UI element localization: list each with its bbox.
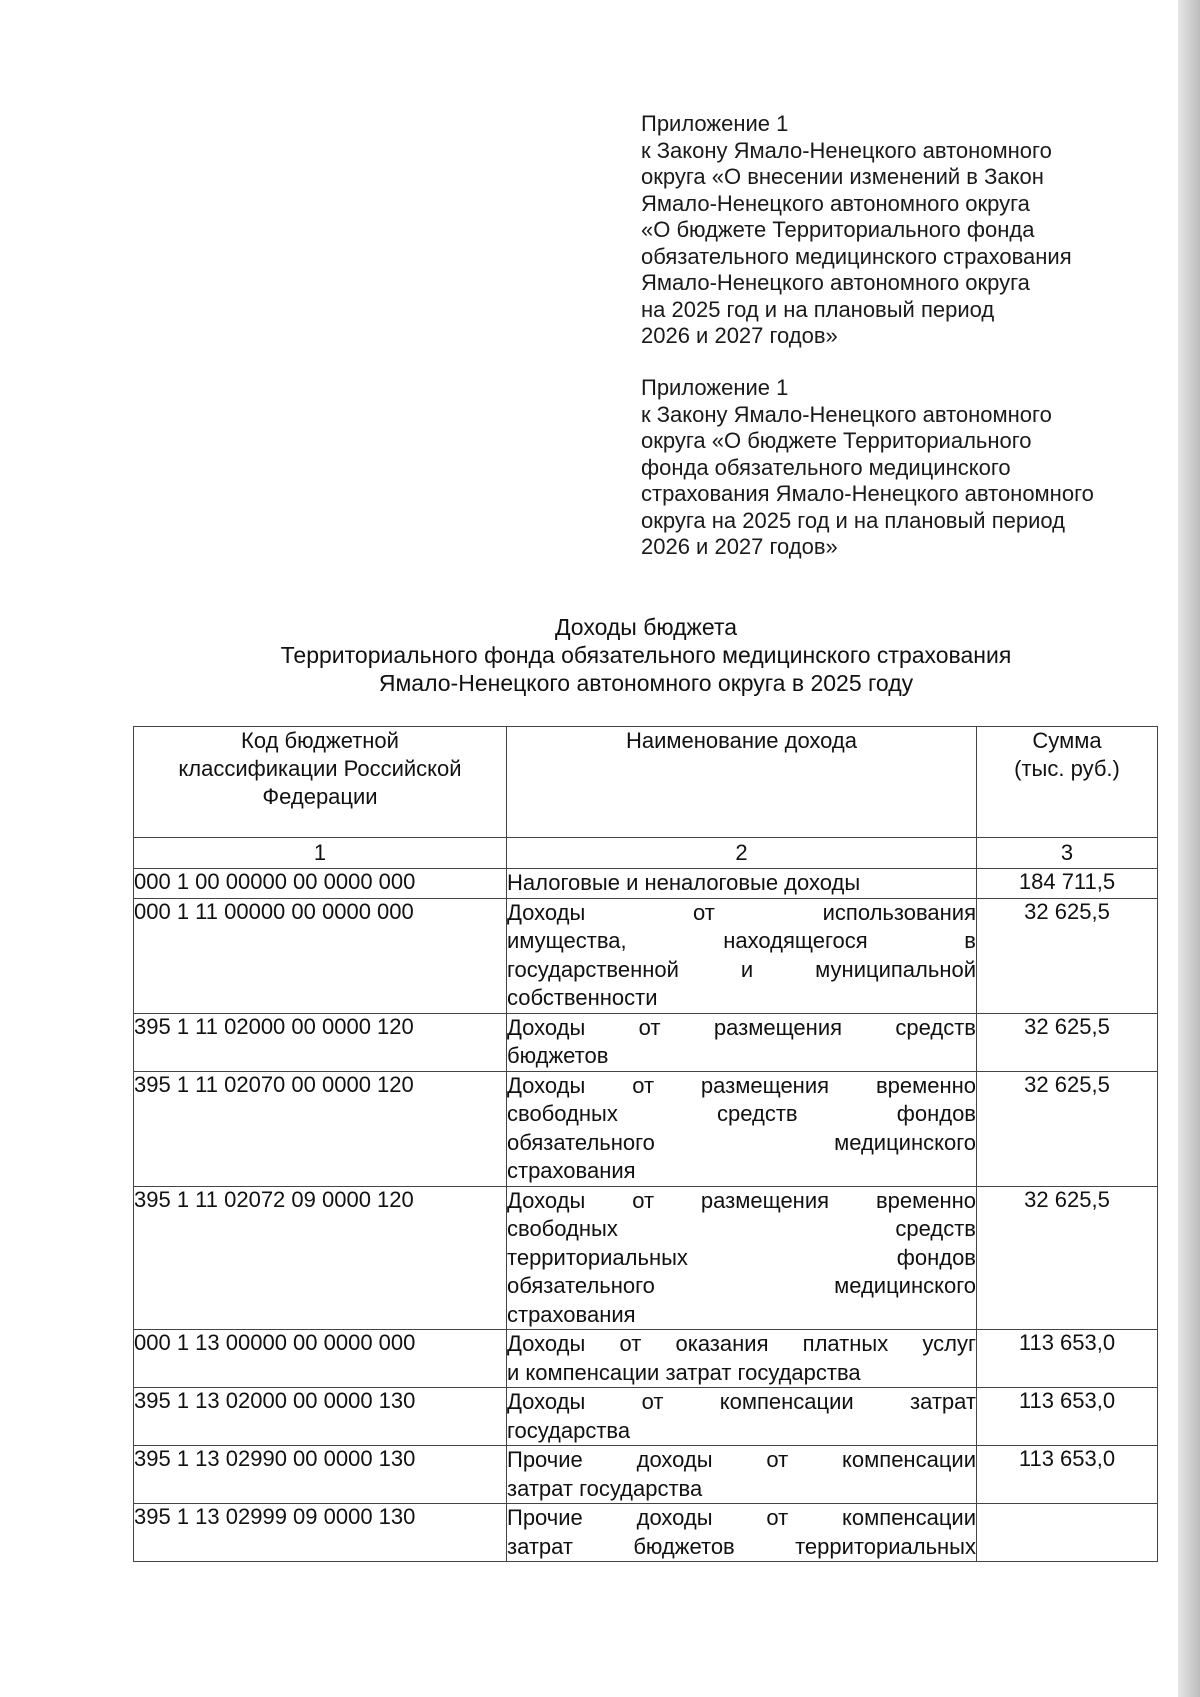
row-amount: 184 711,5: [977, 869, 1158, 899]
title-line-3: Ямало-Ненецкого автономного округа в 2025 году: [378, 670, 914, 696]
row-amount: 32 625,5: [977, 1013, 1158, 1071]
annex-line: Ямало-Ненецкого автономного округа: [641, 270, 1030, 295]
row-name-line: Прочие доходы от компенсации: [507, 1505, 976, 1530]
row-name-line: имущества, находящегося в: [507, 928, 976, 953]
row-code: 395 1 11 02072 09 0000 120: [134, 1186, 507, 1330]
table-row: [134, 1186, 1158, 1330]
row-name-line: Налоговые и неналоговые доходы: [507, 870, 861, 895]
table-row: [134, 1330, 1158, 1388]
row-name-line: и компенсации затрат государства: [507, 1359, 861, 1385]
row-amount: 113 653,0: [977, 1330, 1158, 1388]
row-name: [507, 898, 977, 1013]
row-name-line: свободных средств фондов: [507, 1101, 976, 1126]
header-name: Наименование дохода: [507, 727, 977, 838]
row-name: [507, 869, 977, 899]
column-number: 2: [507, 838, 977, 869]
row-name-line: страхования: [507, 1301, 636, 1327]
annex-line: округа «О бюджете Территориального: [641, 428, 1032, 453]
row-name-line: страхования: [507, 1158, 636, 1183]
annex-line: к Закону Ямало-Ненецкого автономного: [641, 137, 1052, 163]
row-amount: 113 653,0: [977, 1388, 1158, 1446]
title-line-1: Доходы бюджета: [554, 614, 738, 640]
row-amount: 32 625,5: [977, 898, 1158, 1013]
table-row: [134, 898, 1158, 1013]
row-code: 395 1 11 02000 00 0000 120: [134, 1013, 507, 1071]
row-name-line: собственности: [507, 985, 658, 1010]
row-name: [507, 1330, 977, 1388]
row-name-line: затрат бюджетов территориальных: [507, 1533, 976, 1559]
annex-line: страхования Ямало-Ненецкого автономного: [641, 481, 1094, 506]
annex-line: обязательного медицинского страхования: [641, 243, 1072, 269]
row-name: [507, 1504, 977, 1562]
row-name: [507, 1013, 977, 1071]
row-name-line: бюджетов: [507, 1043, 609, 1068]
row-code: 395 1 13 02999 09 0000 130: [134, 1504, 507, 1562]
row-name-line: Прочие доходы от компенсации: [507, 1447, 976, 1472]
row-name: [507, 1071, 977, 1186]
row-name-line: обязательного медицинского: [507, 1129, 976, 1155]
column-number: 3: [977, 838, 1158, 869]
annex-line: 2026 и 2027 годов»: [641, 534, 838, 559]
header-amount-line: Сумма: [1032, 728, 1102, 753]
annex-line: Ямало-Ненецкого автономного округа: [641, 190, 1030, 216]
row-name-line: территориальных фондов: [507, 1244, 976, 1270]
header-code-line: Код бюджетной: [241, 728, 399, 753]
header-amount-line: (тыс. руб.): [1014, 756, 1120, 781]
header-code-line: классификации Российской: [178, 756, 462, 781]
row-name-line: обязательного медицинского: [507, 1273, 976, 1298]
row-name: [507, 1186, 977, 1330]
row-name-line: свободных средств: [507, 1216, 976, 1241]
annex-header-amending: [641, 111, 1161, 350]
row-name: [507, 1388, 977, 1446]
row-code: 395 1 13 02000 00 0000 130: [134, 1388, 507, 1446]
annex-line: «О бюджете Территориального фонда: [641, 217, 1035, 242]
document-title: [134, 613, 1158, 697]
row-name-line: затрат государства: [507, 1475, 703, 1501]
row-amount: 32 625,5: [977, 1071, 1158, 1186]
table-header-row: [134, 727, 1158, 838]
row-code: 395 1 13 02990 00 0000 130: [134, 1446, 507, 1504]
row-amount: 32 625,5: [977, 1186, 1158, 1330]
row-amount: [977, 1504, 1158, 1562]
annex-line: округа на 2025 год и на плановый период: [641, 507, 1065, 533]
row-name-line: Доходы от компенсации затрат: [507, 1389, 976, 1414]
header-amount: [977, 727, 1158, 838]
annex-line: Приложение 1: [641, 375, 789, 400]
header-code-line: Федерации: [262, 784, 378, 809]
row-name-line: Доходы от размещения временно: [507, 1187, 976, 1213]
row-code: 000 1 00 00000 00 0000 000: [134, 869, 507, 899]
table-row: [134, 1071, 1158, 1186]
row-amount: 113 653,0: [977, 1446, 1158, 1504]
table-row: [134, 869, 1158, 899]
row-code: 000 1 13 00000 00 0000 000: [134, 1330, 507, 1388]
row-name-line: государственной и муниципальной: [507, 956, 976, 982]
page-edge-shadow: [1178, 0, 1200, 1697]
annex-line: Приложение 1: [641, 111, 789, 136]
table-row: [134, 1446, 1158, 1504]
row-code: 000 1 11 00000 00 0000 000: [134, 898, 507, 1013]
annex-line: округа «О внесении изменений в Закон: [641, 164, 1044, 189]
annex-line: к Закону Ямало-Ненецкого автономного: [641, 401, 1052, 427]
title-line-2: Территориального фонда обязательного медицинского страхования: [280, 642, 1012, 668]
row-name: [507, 1446, 977, 1504]
annex-line: на 2025 год и на плановый период: [641, 296, 995, 322]
column-number: 1: [134, 838, 507, 869]
row-name-line: Доходы от оказания платных услуг: [507, 1331, 976, 1356]
row-name-line: Доходы от размещения временно: [507, 1072, 976, 1098]
row-name-line: Доходы от использования: [507, 899, 976, 925]
annex-line: 2026 и 2027 годов»: [641, 323, 838, 348]
table-row: [134, 1504, 1158, 1562]
annex-line: фонда обязательного медицинского: [641, 454, 1011, 480]
row-name-line: Доходы от размещения средств: [507, 1014, 976, 1040]
table-row: [134, 1013, 1158, 1071]
annex-header-original: [641, 375, 1161, 561]
income-table: [133, 726, 1158, 1562]
column-numbers-row: [134, 838, 1158, 869]
row-code: 395 1 11 02070 00 0000 120: [134, 1071, 507, 1186]
table-row: [134, 1388, 1158, 1446]
row-name-line: государства: [507, 1417, 631, 1443]
header-code: [134, 727, 507, 838]
